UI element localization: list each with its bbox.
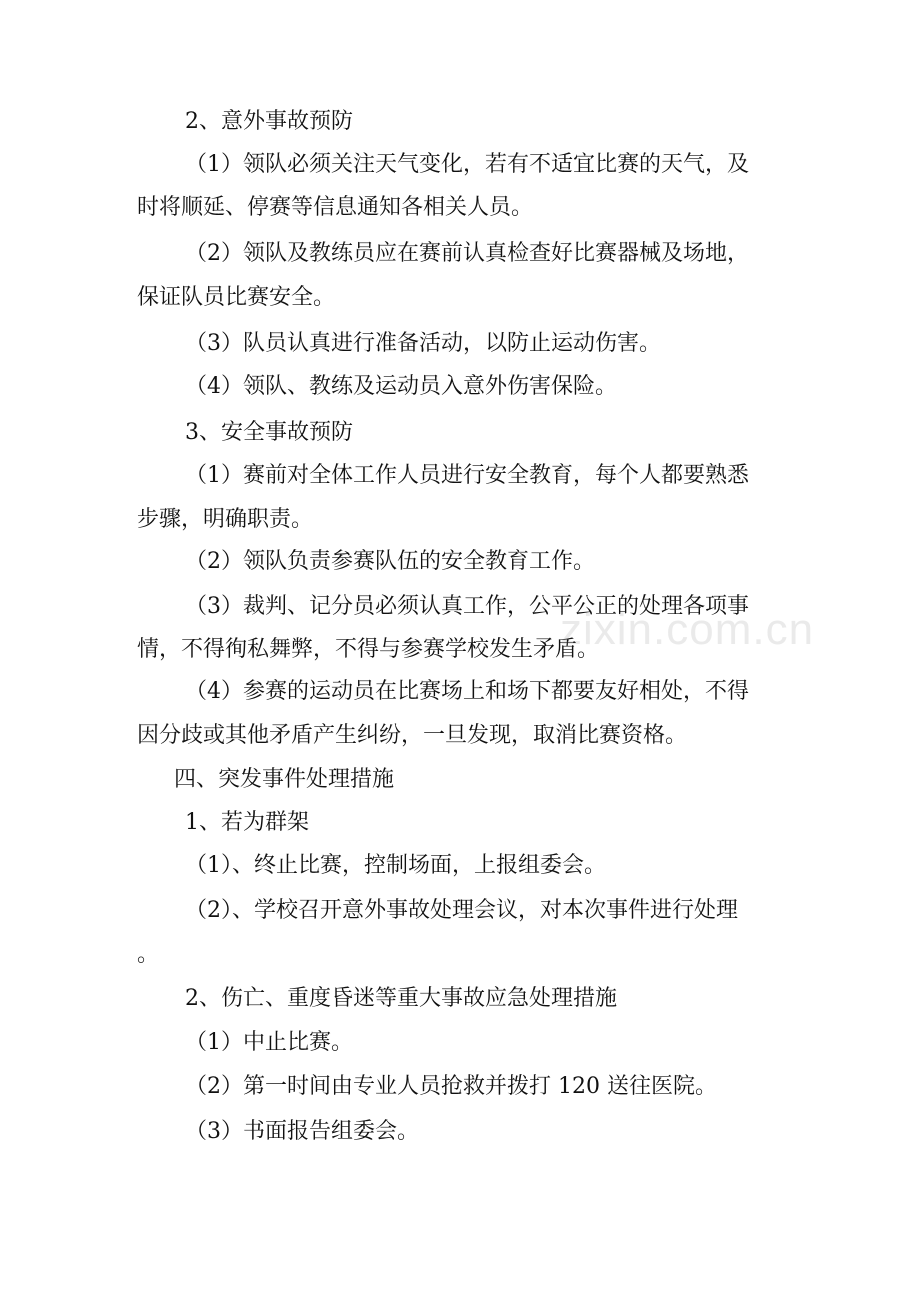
paragraph-line: （2）领队及教练员应在赛前认真检查好比赛器械及场地， [185, 241, 749, 266]
paragraph-line: 因分歧或其他矛盾产生纠纷，一旦发现，取消比赛资格。 [137, 723, 688, 748]
paragraph-line: （2）、学校召开意外事故处理会议，对本次事件进行处理 [185, 898, 738, 923]
section-heading: 四、突发事件处理措施 [174, 767, 395, 792]
paragraph-line: （1）领队必须关注天气变化，若有不适宜比赛的天气，及 [185, 152, 749, 177]
section-heading: 3、安全事故预防 [185, 420, 353, 445]
section-heading: 2、意外事故预防 [185, 109, 353, 134]
paragraph-line: 保证队员比赛安全。 [137, 285, 336, 310]
paragraph-line: （2）第一时间由专业人员抢救并拨打 120 送往医院。 [185, 1074, 717, 1099]
paragraph-line: （1）中止比赛。 [185, 1030, 353, 1055]
paragraph-line: （4）参赛的运动员在比赛场上和场下都要友好相处，不得 [185, 679, 749, 704]
paragraph-line: （3）裁判、记分员必须认真工作，公平公正的处理各项事 [185, 594, 749, 619]
watermark-text: zixin.com.cn [560, 605, 815, 654]
paragraph-line: 时将顺延、停赛等信息通知各相关人员。 [137, 195, 534, 220]
paragraph-line: （1）、终止比赛，控制场面，上报组委会。 [185, 853, 606, 878]
paragraph-line: （2）领队负责参赛队伍的安全教育工作。 [185, 549, 595, 574]
paragraph-line: （3）书面报告组委会。 [185, 1119, 419, 1144]
paragraph-line: 。 [137, 942, 160, 967]
section-subheading: 2、伤亡、重度昏迷等重大事故应急处理措施 [185, 986, 617, 1011]
paragraph-line: 步骤，明确职责。 [137, 507, 314, 532]
paragraph-line: （1）赛前对全体工作人员进行安全教育，每个人都要熟悉 [185, 463, 749, 488]
paragraph-line: （3）队员认真进行准备活动，以防止运动伤害。 [185, 331, 661, 356]
section-subheading: 1、若为群架 [185, 810, 309, 835]
paragraph-line: 情，不得徇私舞弊，不得与参赛学校发生矛盾。 [137, 637, 600, 662]
paragraph-line: （4）领队、教练及运动员入意外伤害保险。 [185, 374, 617, 399]
